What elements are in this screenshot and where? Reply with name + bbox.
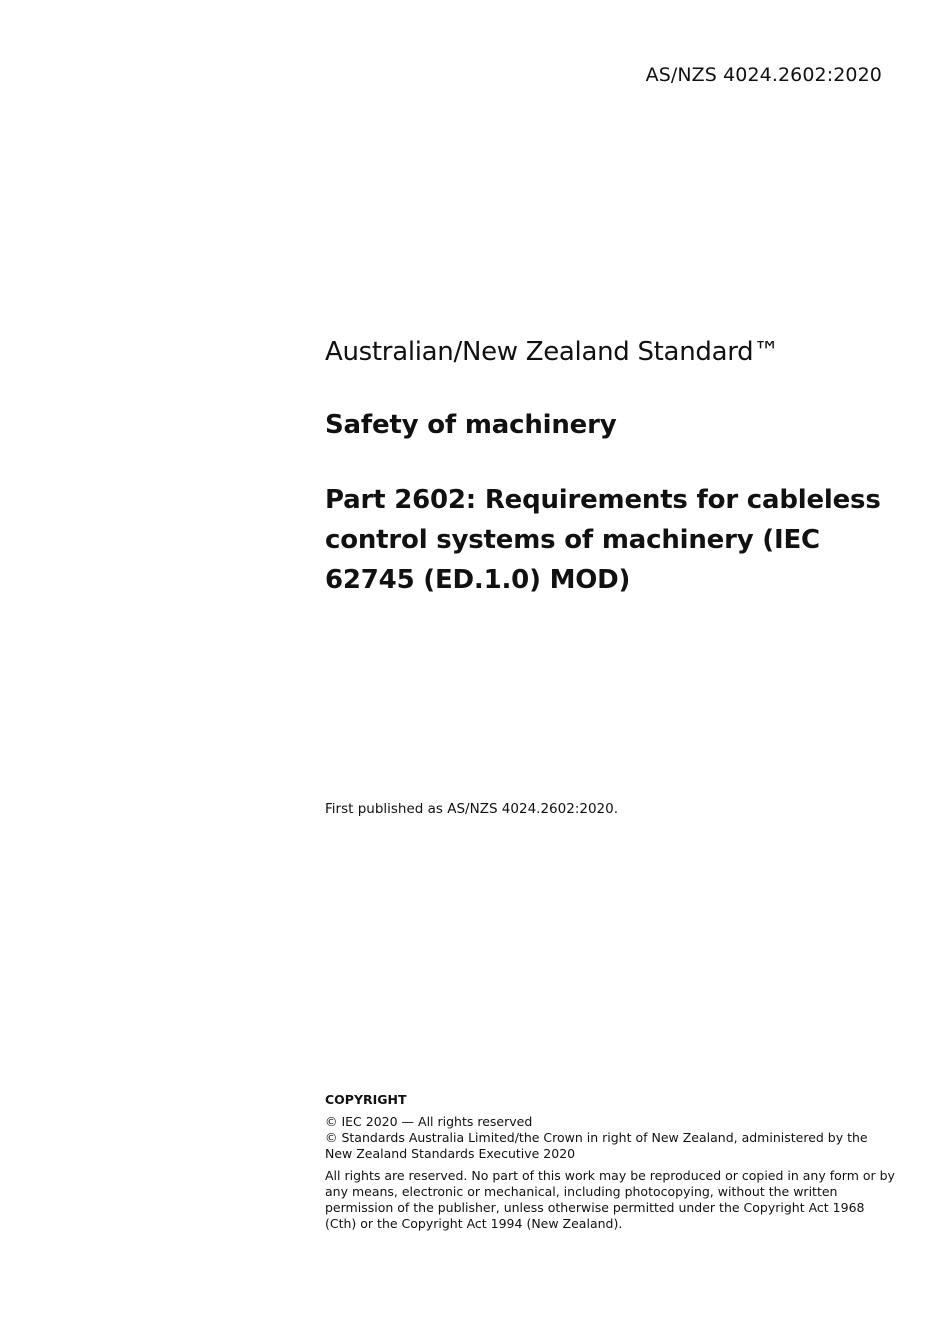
document-subtitle: Part 2602: Requirements for cableless control systems of machinery (IEC 62745 (ED.1.0) MOD) (325, 485, 881, 595)
document-code: AS/NZS 4024.2602:2020 (645, 64, 882, 86)
rights-statement: All rights are reserved. No part of this work may be reproduced or copied in any form or by any means, electronic or mechanical, including photocopying, without the written permission of the publisher, unless otherwise permitted under the Copyright Act 1968 (Cth) or the Copyright Act 1994 (New Zealand). (325, 1168, 895, 1231)
copyright-line-iec: © IEC 2020 — All rights reserved (325, 1114, 533, 1129)
copyright-block (325, 1092, 895, 1238)
copyright-heading: COPYRIGHT (325, 1092, 407, 1107)
copyright-lines (325, 1114, 895, 1162)
document-title: Safety of machinery (325, 410, 617, 440)
first-published-note: First published as AS/NZS 4024.2602:2020. (325, 801, 619, 817)
standard-type: Australian/New Zealand Standard™ (325, 337, 780, 367)
copyright-line-standards-australia: © Standards Australia Limited/the Crown in right of New Zealand, administered by the New Zealand Standards Executive 2020 (325, 1130, 868, 1161)
